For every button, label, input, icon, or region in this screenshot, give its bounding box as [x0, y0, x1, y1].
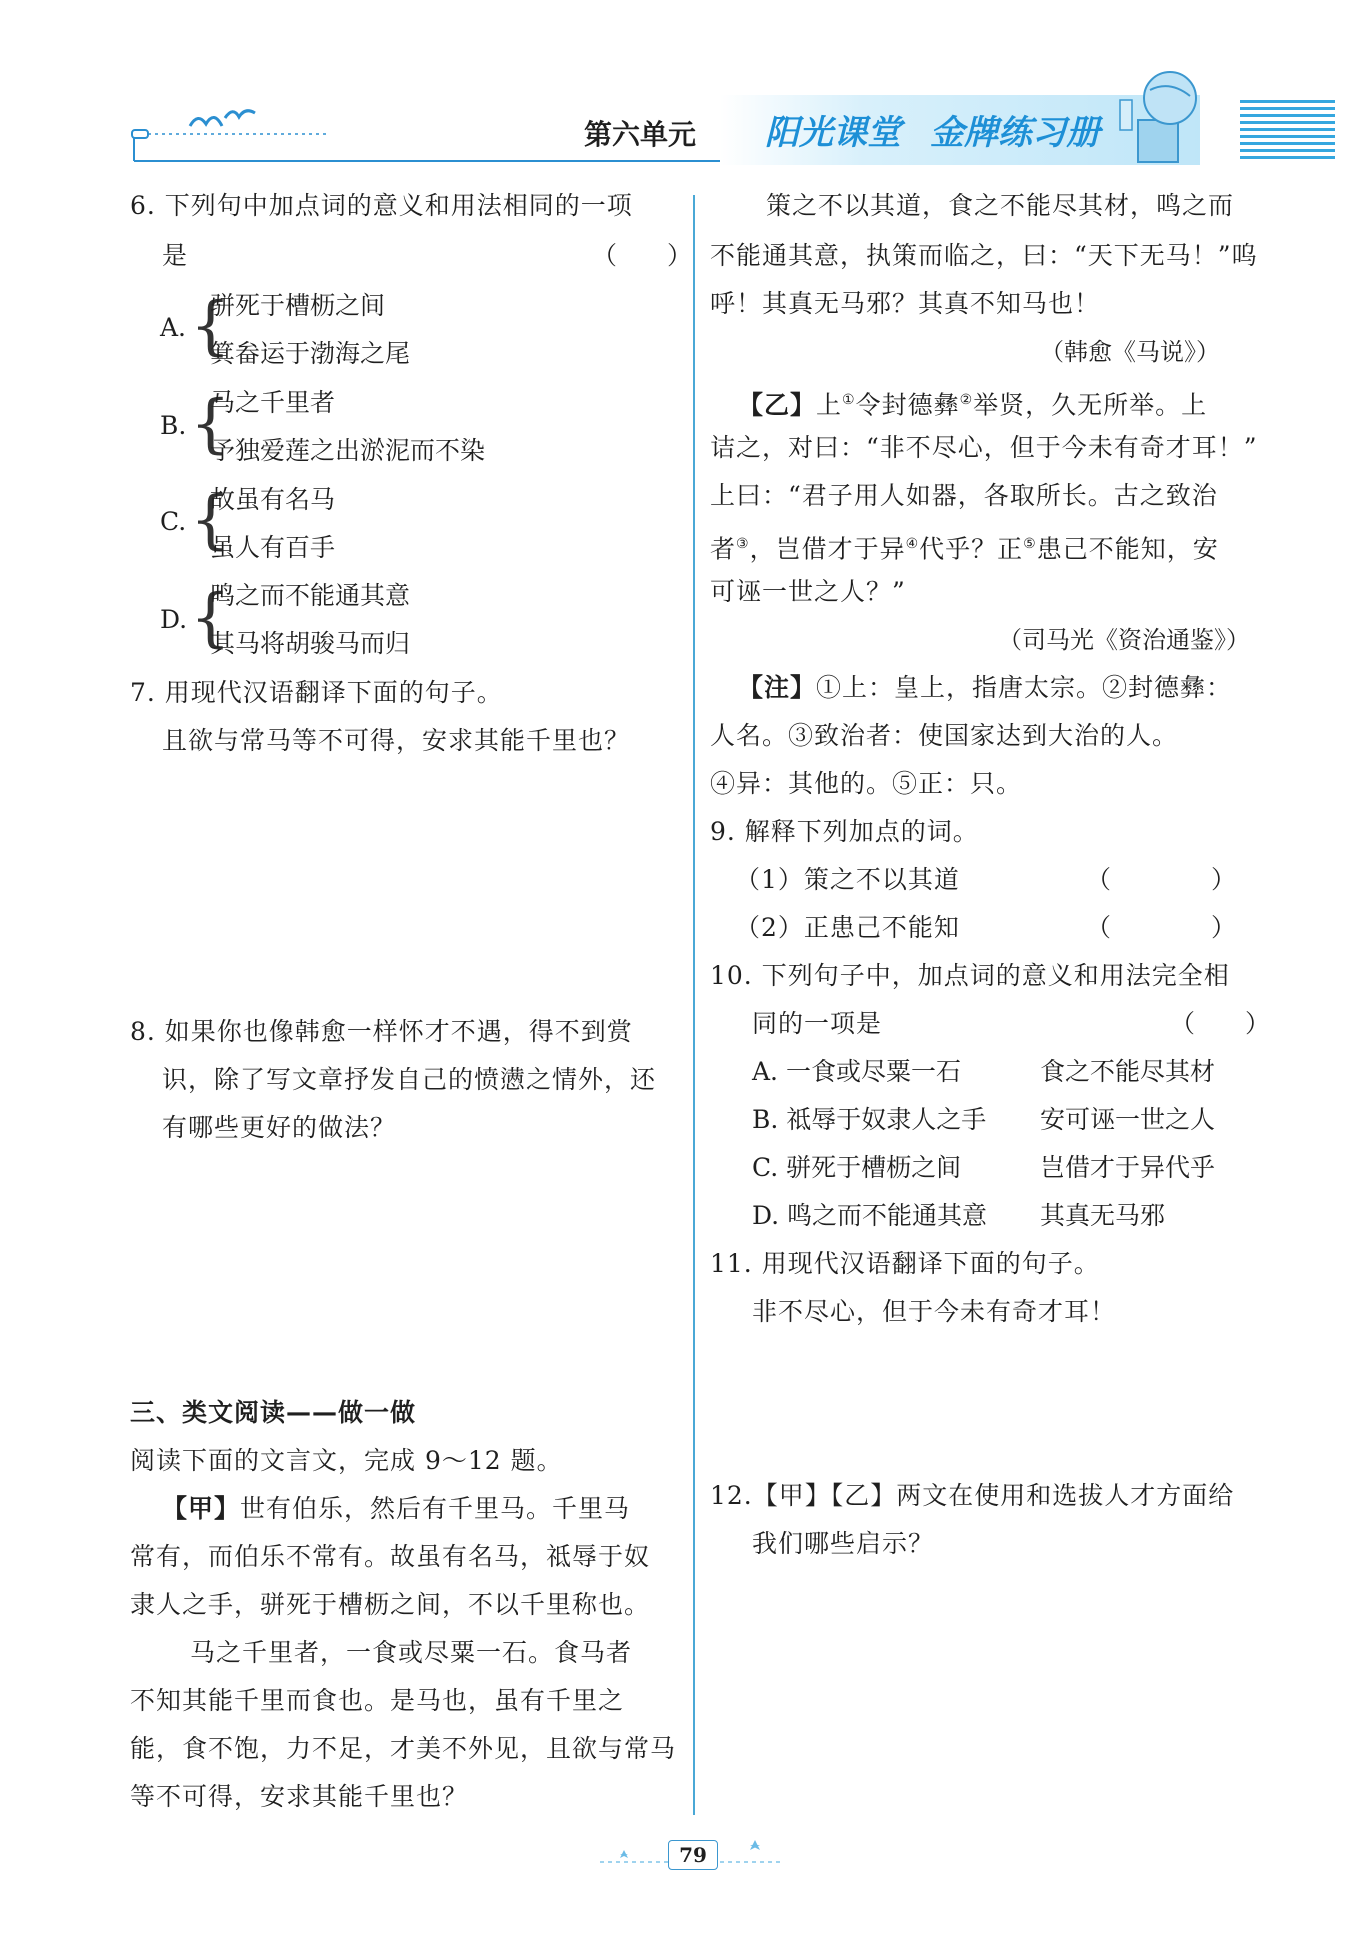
q10-answer-paren[interactable]: （ ） [1170, 1009, 1271, 1038]
option-sentence: 予独爱莲之出淤泥而不染 [210, 436, 486, 465]
q12-answer-area[interactable] [710, 1575, 1270, 1805]
yi-text: 代乎？正 [919, 534, 1024, 564]
series-title: 阳光课堂 [765, 113, 901, 153]
note-text: ①上：皇上，指唐太宗。②封德彝： [816, 673, 1233, 702]
q11-line2: 非不尽心，但于今未有奇才耳！ [752, 1297, 1117, 1326]
q11-line1: 11. 用现代汉语翻译下面的句子。 [710, 1249, 1100, 1278]
yi-text: 上 [816, 390, 843, 420]
footnote-marker: ⑤ [1023, 536, 1037, 552]
q7-line1: 7. 用现代汉语翻译下面的句子。 [130, 678, 503, 707]
note-line: ④异：其他的。⑤正：只。 [710, 769, 1023, 798]
q9-title: 9. 解释下列加点的词。 [710, 817, 979, 846]
note-line: 人名。③致治者：使国家达到大治的人。 [710, 721, 1179, 750]
q7-line2: 且欲与常马等不可得，安求其能千里也？ [162, 726, 631, 755]
yi-line1 [738, 384, 1207, 421]
option-right: 岂借才于异代乎 [1040, 1153, 1216, 1182]
note-line1 [738, 672, 1232, 704]
section3-intro: 阅读下面的文言文，完成 9～12 题。 [130, 1446, 563, 1475]
q10-line2: 同的一项是 [752, 1009, 883, 1038]
brace-icon: { [190, 581, 231, 655]
yi-line: 可诬一世之人？” [710, 577, 906, 606]
yi-text: ，岂借才于异 [749, 534, 906, 564]
header [0, 0, 1350, 175]
option-sentence: 故虽有名马 [210, 485, 336, 514]
q9-item: （1）策之不以其道 [735, 865, 960, 894]
option-right: 其真无马邪 [1040, 1201, 1166, 1230]
q8-answer-area[interactable] [130, 1155, 675, 1375]
footnote-marker: ③ [736, 536, 750, 552]
q6-answer-paren[interactable]: （ ） [592, 241, 693, 270]
q9-answer-paren[interactable]: （ ） [1086, 913, 1237, 942]
note-tag: 【注】 [738, 673, 817, 702]
jia-line: 呼！其真无马邪？其真不知马也！ [710, 289, 1101, 318]
brace-icon: { [190, 289, 231, 363]
book-title: 金牌练习册 [930, 113, 1100, 153]
q6-line1: 6. 下列句中加点词的意义和用法相同的一项 [130, 191, 633, 220]
yi-line4 [710, 528, 1219, 565]
option-sentence: 虽人有百手 [210, 533, 336, 562]
q9-item: （2）正患己不能知 [735, 913, 960, 942]
yi-tag: 【乙】 [738, 390, 817, 420]
yi-text: 者 [710, 534, 737, 564]
option-label: A. [160, 313, 187, 342]
yi-text: 举贤，久无所举。上 [973, 390, 1208, 420]
option-right: 安可诬一世之人 [1040, 1105, 1216, 1134]
option-left: B. 祗辱于奴隶人之手 [752, 1105, 987, 1134]
brace-icon: { [190, 483, 231, 557]
option-left: C. 骈死于槽枥之间 [752, 1153, 962, 1182]
column-divider [693, 195, 695, 1815]
unit-title: 第六单元 [584, 118, 697, 151]
option-label: B. [160, 411, 187, 440]
q12-line1: 12.【甲】【乙】两文在使用和选拔人才方面给 [710, 1481, 1235, 1510]
q10-line1: 10. 下列句子中，加点词的意义和用法完全相 [710, 961, 1230, 990]
option-right: 食之不能尽其材 [1040, 1057, 1216, 1086]
option-sentence: 骈死于槽枥之间 [210, 291, 386, 320]
footnote-marker: ② [959, 392, 974, 408]
q11-answer-area[interactable] [710, 1340, 1270, 1470]
section3-title: 三、类文阅读——做一做 [130, 1398, 417, 1427]
page-number: 79 [668, 1840, 718, 1870]
q8-line2: 识，除了写文章抒发自己的愤懑之情外，还 [162, 1065, 657, 1094]
option-sentence: 马之千里者 [210, 388, 336, 417]
footnote-marker: ④ [905, 536, 920, 552]
q9-answer-paren[interactable]: （ ） [1086, 865, 1237, 894]
header-stripes [1240, 100, 1335, 162]
option-left: A. 一食或尽粟一石 [752, 1057, 961, 1086]
jia-line: 隶人之手，骈死于槽枥之间，不以千里称也。 [130, 1590, 651, 1619]
q8-line1: 8. 如果你也像韩愈一样怀才不遇，得不到赏 [130, 1017, 633, 1046]
q8-line3: 有哪些更好的做法？ [162, 1113, 397, 1142]
option-label: D. [160, 605, 188, 634]
option-sentence: 其马将胡骏马而归 [210, 629, 411, 658]
jia-source: （韩愈《马说》） [1040, 338, 1220, 366]
jia-line: 能，食不饱，力不足，才美不外见，且欲与常马 [130, 1734, 677, 1763]
option-sentence: 箕畚运于渤海之尾 [210, 339, 411, 368]
yi-text: 令封德彝 [855, 390, 960, 420]
yi-line: 上曰：“君子用人如器，各取所长。古之致治 [710, 481, 1218, 510]
footnote-marker: ① [842, 392, 856, 408]
option-left: D. 鸣之而不能通其意 [752, 1201, 988, 1230]
jia-line: 不知其能千里而食也。是马也，虽有千里之 [130, 1686, 625, 1715]
yi-text: 患己不能知，安 [1036, 534, 1219, 564]
jia-line: 常有，而伯乐不常有。故虽有名马，祗辱于奴 [130, 1542, 651, 1571]
yi-line: 诘之，对曰：“非不尽心，但于今未有奇才耳！” [710, 433, 1258, 462]
jia-line: 马之千里者，一食或尽粟一石。食马者 [190, 1638, 633, 1667]
globe-icon [1100, 60, 1210, 170]
jia-line: 不能通其意，执策而临之，曰：“天下无马！”呜 [710, 241, 1258, 270]
q12-line2: 我们哪些启示？ [752, 1529, 935, 1558]
jia-paragraph1 [162, 1493, 630, 1525]
jia-tag: 【甲】 [162, 1494, 241, 1523]
q7-answer-area[interactable] [130, 770, 675, 1000]
brace-icon: { [190, 387, 231, 461]
jia-line: 等不可得，安求其能千里也？ [130, 1782, 469, 1811]
jia-text: 世有伯乐，然后有千里马。千里马 [240, 1494, 631, 1523]
option-label: C. [160, 507, 187, 536]
q6-line2: 是 [162, 241, 189, 270]
option-sentence: 鸣之而不能通其意 [210, 581, 411, 610]
jia-line: 策之不以其道，食之不能尽其材，鸣之而 [766, 191, 1235, 220]
yi-source: （司马光《资治通鉴》） [998, 626, 1250, 654]
